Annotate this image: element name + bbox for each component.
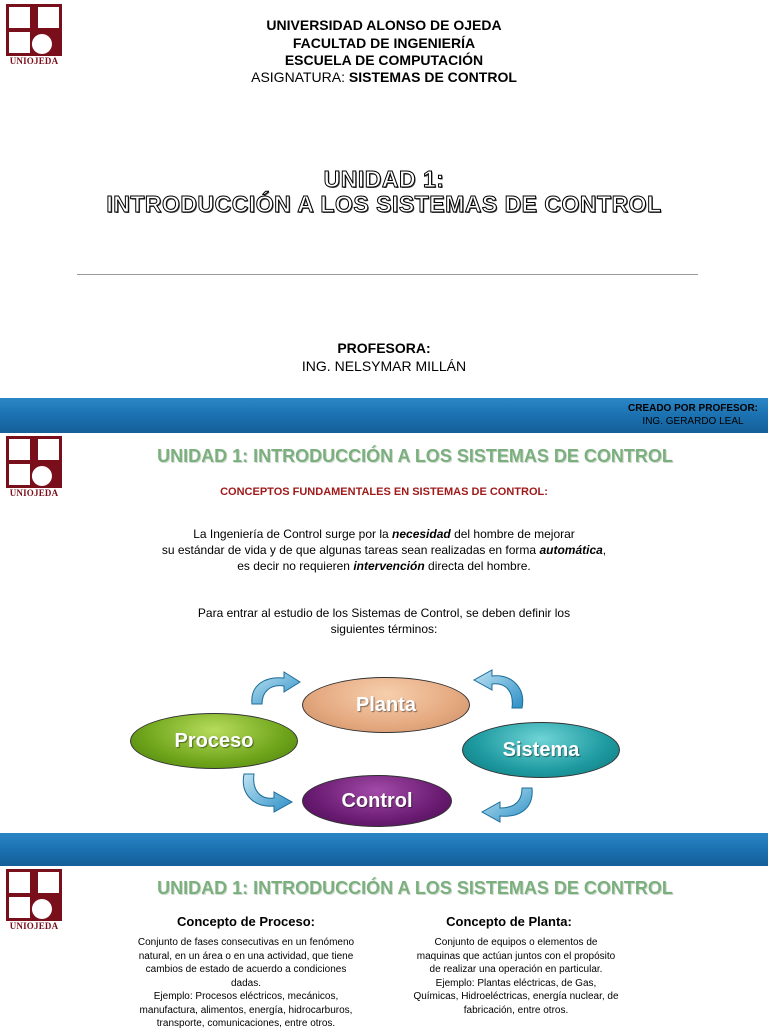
text-span: directa del hombre. — [428, 559, 531, 573]
definition-line: transporte, comunicaciones, entre otros. — [156, 1018, 336, 1029]
curved-arrow-icon — [480, 786, 540, 826]
logo-mark-icon — [6, 869, 62, 921]
definition-line: natural, en un área o en una actividad, que tiene — [138, 950, 354, 962]
professor-label: PROFESORA: — [337, 340, 431, 356]
text-span: , — [602, 543, 607, 557]
emphasis-automatica: automática — [539, 543, 603, 557]
subject-line — [0, 68, 768, 86]
text-span: su estándar de vida y de que algunas tareas sean realizadas en forma — [161, 543, 537, 557]
slide-title: UNIDAD 1: INTRODUCCIÓN A LOS SISTEMAS DE CONTROL — [157, 446, 673, 466]
unit-title-line2: INTRODUCCIÓN A LOS SISTEMAS DE CONTROL — [106, 191, 662, 217]
university-name: UNIVERSIDAD ALONSO DE OJEDA — [266, 17, 502, 33]
curved-arrow-icon — [470, 668, 530, 710]
subject-value: SISTEMAS DE CONTROL — [348, 69, 517, 85]
definition-line: Químicas, Hidroeléctricas, energía nuclear, de — [413, 991, 619, 1002]
school-name: ESCUELA DE COMPUTACIÓN — [284, 52, 484, 68]
terms-line-1: Para entrar al estudio de los Sistemas de Control, se deben definir los — [197, 606, 571, 620]
text-span: La Ingeniería de Control surge por la — [193, 527, 389, 541]
proceso-heading: Concepto de Proceso: — [177, 914, 315, 929]
curved-arrow-icon — [244, 668, 304, 708]
text-span: del hombre de mejorar — [454, 527, 575, 541]
text-span: es decir no requieren — [237, 559, 350, 573]
subject-label: ASIGNATURA: — [251, 69, 345, 85]
creator-credit — [628, 402, 758, 428]
curved-arrow-icon — [236, 772, 296, 814]
definition-line: maquinas que actúan juntos con el propósito — [416, 950, 616, 962]
oval-control — [302, 775, 452, 827]
definition-line: manufactura, alimentos, energía, hidrocarburos, — [139, 1004, 353, 1016]
slide-subtitle: CONCEPTOS FUNDAMENTALES EN SISTEMAS DE CONTROL: — [220, 486, 548, 498]
emphasis-necesidad: necesidad — [392, 527, 451, 541]
oval-planta — [302, 677, 470, 733]
oval-label: Proceso — [174, 729, 254, 752]
professor-name: ING. NELSYMAR MILLÁN — [301, 358, 467, 374]
unit-title-line1: UNIDAD 1: — [323, 166, 445, 192]
definition-line: Conjunto de equipos o elementos de — [434, 937, 598, 948]
proceso-definition — [116, 936, 376, 1031]
logo-text: UNIOJEDA — [9, 488, 59, 498]
definition-line: Ejemplo: Plantas eléctricas, de Gas, — [435, 977, 597, 989]
definition-line: dadas. — [230, 977, 262, 989]
definition-line: Conjunto de fases consecutivas en un fenómeno — [137, 937, 355, 948]
creator-name: ING. GERARDO LEAL — [642, 416, 744, 427]
intro-line-1 — [0, 526, 768, 542]
intro-line-2 — [0, 542, 768, 558]
definition-line: de realizar una operación en particular. — [429, 964, 603, 975]
oval-label: Control — [341, 789, 413, 812]
intro-line-3 — [0, 558, 768, 574]
planta-definition — [386, 936, 646, 1017]
definition-line: fabricación, entre otros. — [463, 1004, 569, 1016]
uniojeda-logo — [6, 869, 62, 931]
logo-text: UNIOJEDA — [9, 921, 59, 931]
logo-mark-icon — [6, 436, 62, 488]
logo-text: UNIOJEDA — [9, 56, 59, 66]
definition-line: cambios de estado de acuerdo a condiciones — [145, 964, 347, 975]
emphasis-intervencion: intervención — [353, 559, 425, 573]
planta-heading: Concepto de Planta: — [446, 914, 572, 929]
definition-line: Ejemplo: Procesos eléctricos, mecánicos, — [153, 991, 339, 1002]
terms-line-2: siguientes términos: — [330, 622, 438, 636]
oval-label: Planta — [355, 693, 417, 716]
faculty-name: FACULTAD DE INGENIERÍA — [292, 35, 476, 51]
oval-label: Sistema — [502, 738, 580, 761]
oval-sistema — [462, 722, 620, 778]
oval-proceso — [130, 713, 298, 769]
creator-label: CREADO POR PROFESOR: — [627, 403, 758, 414]
separator-band — [0, 833, 768, 866]
slide-title: UNIDAD 1: INTRODUCCIÓN A LOS SISTEMAS DE CONTROL — [157, 878, 673, 898]
divider-line — [77, 274, 698, 275]
